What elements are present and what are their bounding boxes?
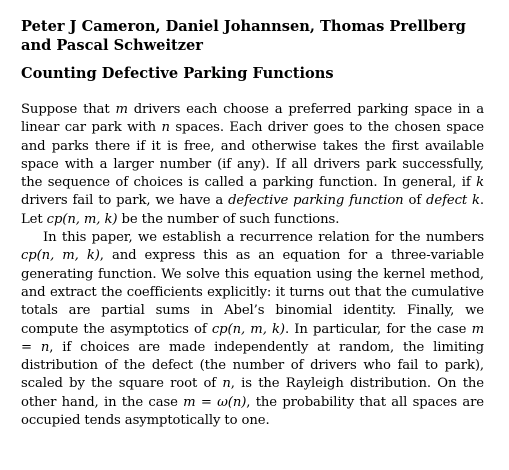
- math-cp-function: cp(n, m, k): [46, 211, 118, 227]
- text: Suppose that: [21, 102, 116, 117]
- text: drivers fail to park, we have a: [21, 193, 229, 209]
- text: , and express this as an equation for a three-variable generating function. We solve this equation using the kernel method, and extract the coefficients explicitly: it turns out that the cumulative totals are partial sums in Abel’s binomial identity. Finally, we compute the asymptotics of: [21, 248, 484, 337]
- text: , if choices are made independently at random, the limiting distribution of the defect (the number of drivers who fail to park), scaled by the square root of: [21, 339, 484, 392]
- math-cp-function: cp(n, m, k): [21, 248, 100, 264]
- paper-title: Counting Defective Parking Functions: [21, 65, 334, 82]
- math-k: k: [476, 175, 484, 191]
- text: In this paper, we establish a recurrence relation for the numbers: [43, 230, 484, 246]
- abstract-paragraph-2: [21, 229, 484, 430]
- text: . Let: [21, 193, 485, 227]
- emphasis-defect: defect: [426, 193, 468, 209]
- math-n: n: [161, 120, 170, 136]
- text: of: [403, 193, 427, 209]
- text: drivers each choose a preferred parking space in a linear car park with: [21, 102, 484, 136]
- math-m-equals-omega-n: m = ω(n): [183, 394, 247, 410]
- math-n: n: [222, 376, 231, 392]
- text: be the number of such functions.: [117, 211, 340, 227]
- abstract: [21, 101, 484, 430]
- math-k: k: [472, 193, 480, 209]
- text: . In particular, for the case: [284, 321, 472, 337]
- authors: Peter J Cameron, Daniel Johannsen, Thomas Prellberg and Pascal Schweitzer: [21, 18, 466, 54]
- math-m: m: [115, 102, 128, 117]
- text: , the probability that all spaces are occupied tends asymptotically to one.: [21, 394, 484, 429]
- math-cp-function: cp(n, m, k): [211, 321, 285, 337]
- abstract-paragraph-1: [21, 101, 484, 229]
- paper-page: [21, 17, 484, 430]
- text: spaces. Each driver goes to the chosen space and parks there if it is free, and otherwise takes the first available space with a larger number (if any). If all drivers park successfully, the sequence of choices is called a parking function. In general, if: [21, 120, 484, 191]
- math-m-equals-n: m = n: [21, 321, 484, 355]
- text: , is the Rayleigh distribution. On the other hand, in the case: [21, 376, 484, 410]
- emphasis-defective-parking-function: defective parking function: [228, 193, 404, 209]
